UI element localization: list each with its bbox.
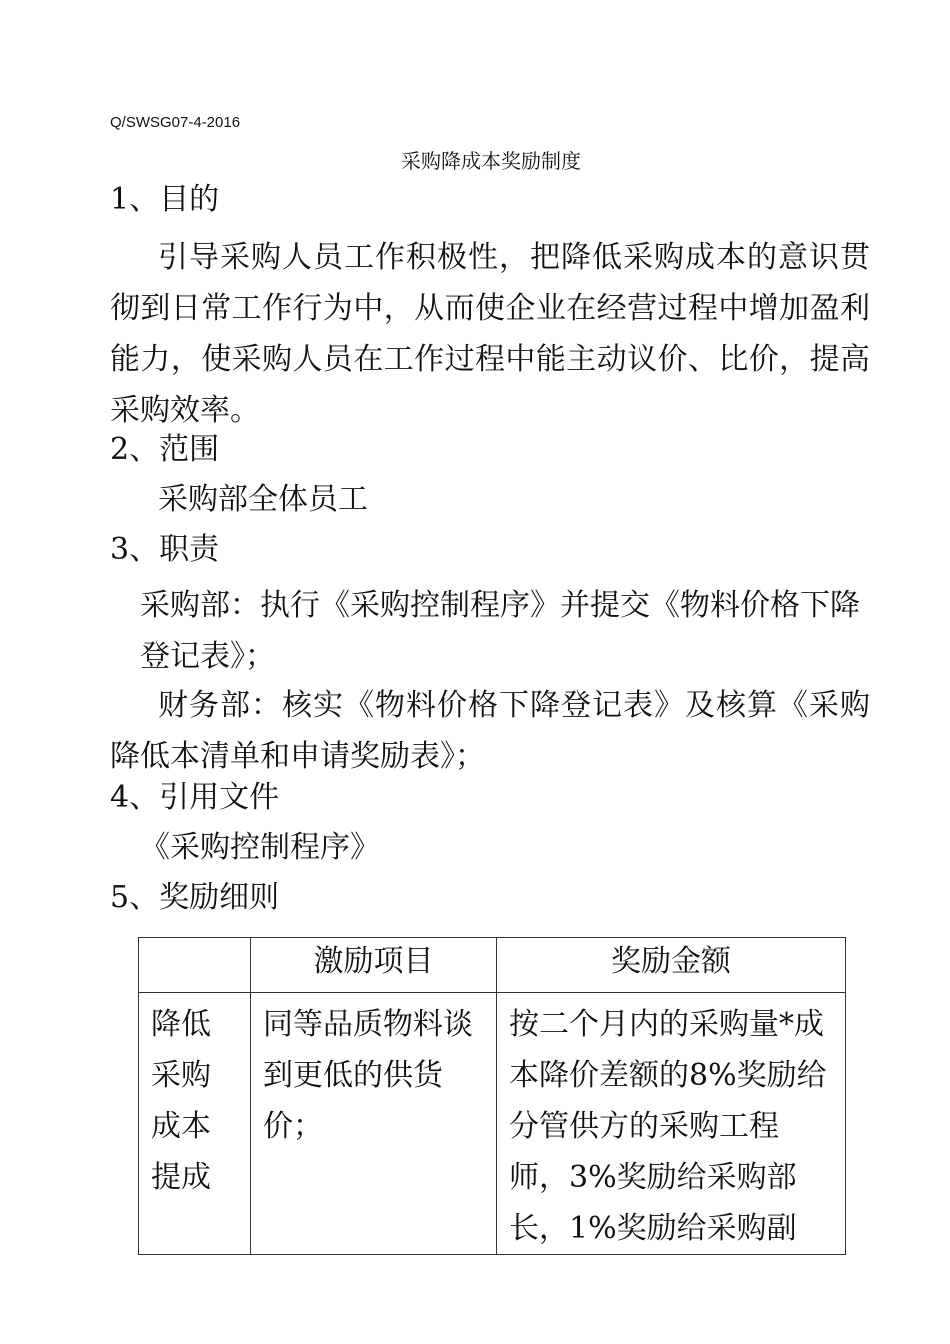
table-header-incentive-item: 激励项目 [251,938,497,993]
table-header-row [139,938,846,993]
section-1-body: 引导采购人员工作积极性，把降低采购成本的意识贯彻到日常工作行为中，从而使企业在经营过程中增加盈利能力，使采购人员在工作过程中能主动议价、比价，提高采购效率。 [110,240,870,428]
table-cell-item: 同等品质物料谈到更低的供货价； [251,993,497,1255]
table-cell-amount: 按二个月内的采购量*成本降价差额的8%奖励给分管供方的采购工程师，3%奖励给采购部长，1%奖励给采购副 [497,993,846,1255]
table-header-blank [139,938,251,993]
section-4-body: 《采购控制程序》 [140,830,380,865]
reward-table [138,937,846,1255]
section-5-heading: 5、奖励细则 [110,880,280,915]
section-2-heading: 2、范围 [110,432,220,467]
section-2-body: 采购部全体员工 [158,482,368,517]
section-3-heading: 3、职责 [110,532,220,567]
section-3-finance-duty: 财务部：核实《物料价格下降登记表》及核算《采购降低本清单和申请奖励表》； [110,688,870,774]
document-title: 采购降成本奖励制度 [401,149,581,173]
section-4-heading: 4、引用文件 [110,780,280,815]
table-cell-category: 降低 采购 成本 提成 [139,993,251,1255]
table-row [139,993,846,1255]
section-3-purchasing-duty: 采购部：执行《采购控制程序》并提交《物料价格下降登记表》； [140,588,860,674]
document-code: Q/SWSG07-4-2016 [110,114,241,131]
section-1-heading: 1、目的 [110,182,220,217]
table-header-reward-amount: 奖励金额 [497,938,846,993]
